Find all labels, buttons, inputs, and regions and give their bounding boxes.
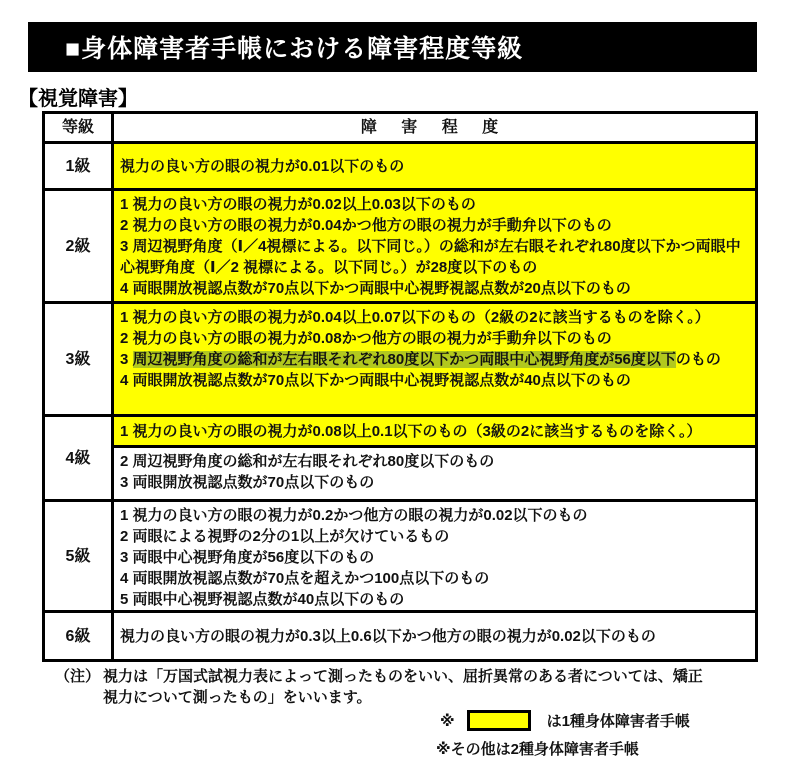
table-row [45, 141, 755, 188]
degree-line: 4 両眼開放視認点数が70点以下かつ両眼中心視野視認点数が40点以下のもの [120, 372, 631, 389]
degree-line: 4 両眼開放視認点数が70点以下かつ両眼中心視野視認点数が20点以下のもの [120, 280, 631, 297]
degree-line: 3 両眼中心視野角度が56度以下のもの [120, 549, 375, 566]
grade-cell: 2級 [45, 191, 114, 301]
footnote-line: 視力は「万国式試視力表によって測ったものをいい、屈折異常のある者については、矯正 [103, 668, 703, 685]
column-header-grade: 等級 [45, 114, 114, 141]
yellow-legend-swatch [467, 710, 531, 731]
footnote-label: （注） [55, 668, 101, 685]
column-header-degree: 障 害 程 度 [360, 119, 509, 136]
footnote [55, 666, 703, 708]
degree-line: 1 視力の良い方の眼の視力が0.04以上0.07以下のもの（2級の2に該当するものを除く。） [120, 309, 710, 326]
green-highlighted-text: 周辺視野角度の総和が左右眼それぞれ80度以下かつ両眼中心視野角度が56度以下 [132, 351, 676, 368]
table-row [45, 301, 755, 414]
degree-line: 4 両眼開放視認点数が70点を超えかつ100点以下のもの [120, 570, 490, 587]
degree-line: 3 周辺視野角度（Ⅰ／4視標による。以下同じ。）の総和が左右眼それぞれ80度以下かつ両眼中心視野角度（Ⅰ／2 視標による。以下同じ。）が28度以下のもの [120, 238, 741, 276]
degree-cell [114, 304, 755, 414]
degree-cell [114, 191, 755, 301]
page-title: ■身体障害者手帳における障害程度等級 [65, 35, 524, 63]
table-row [45, 610, 755, 659]
footnote-line: 視力について測ったもの」をいいます。 [103, 689, 372, 706]
degree-line: 3 周辺視野角度の総和が左右眼それぞれ80度以下かつ両眼中心視野角度が56度以下のもの [120, 351, 721, 368]
degree-subcell-yellow [114, 417, 755, 448]
degree-line: 2 両眼による視野の2分の1以上が欠けているもの [120, 528, 450, 545]
table-row [45, 414, 755, 499]
grade-cell: 3級 [45, 304, 114, 414]
degree-line: 2 視力の良い方の眼の視力が0.08かつ他方の眼の視力が手動弁以下のもの [120, 330, 612, 347]
degree-line: 1 視力の良い方の眼の視力が0.2かつ他方の眼の視力が0.02以下のもの [120, 507, 588, 524]
degree-cell [114, 613, 755, 659]
degree-line: 1 視力の良い方の眼の視力が0.02以上0.03以下のもの [120, 196, 476, 213]
degree-line: 視力の良い方の眼の視力が0.01以下のもの [120, 157, 405, 175]
degree-cell [114, 144, 755, 188]
degree-line: 3 両眼開放視認点数が70点以下のもの [120, 474, 375, 491]
degree-line: 視力の良い方の眼の視力が0.3以上0.6以下かつ他方の眼の視力が0.02以下のもの [120, 627, 656, 645]
grade-cell: 6級 [45, 613, 114, 659]
legend-asterisk: ※ [440, 712, 455, 730]
degree-line: 2 視力の良い方の眼の視力が0.04かつ他方の眼の視力が手動弁以下のもの [120, 217, 612, 234]
title-bar [28, 22, 757, 72]
degree-line: 5 両眼中心視野視認点数が40点以下のもの [120, 591, 405, 608]
legend-text-1: は1種身体障害者手帳 [546, 713, 690, 730]
legend-line-1 [440, 710, 690, 731]
grade-table [42, 111, 758, 662]
degree-subcell-white [114, 448, 755, 496]
degree-line: 1 視力の良い方の眼の視力が0.08以上0.1以下のもの（3級の2に該当するものを除く。） [120, 422, 702, 440]
table-row [45, 188, 755, 301]
table-row [45, 499, 755, 610]
section-heading: 【視覚障害】 [18, 88, 138, 110]
table-header-row [45, 114, 755, 141]
degree-cell [114, 502, 755, 610]
grade-cell: 1級 [45, 144, 114, 188]
grade-cell: 5級 [45, 502, 114, 610]
degree-line: 2 周辺視野角度の総和が左右眼それぞれ80度以下のもの [120, 453, 495, 470]
legend-line-2: ※その他は2種身体障害者手帳 [436, 741, 639, 758]
grade-cell: 4級 [45, 417, 114, 499]
